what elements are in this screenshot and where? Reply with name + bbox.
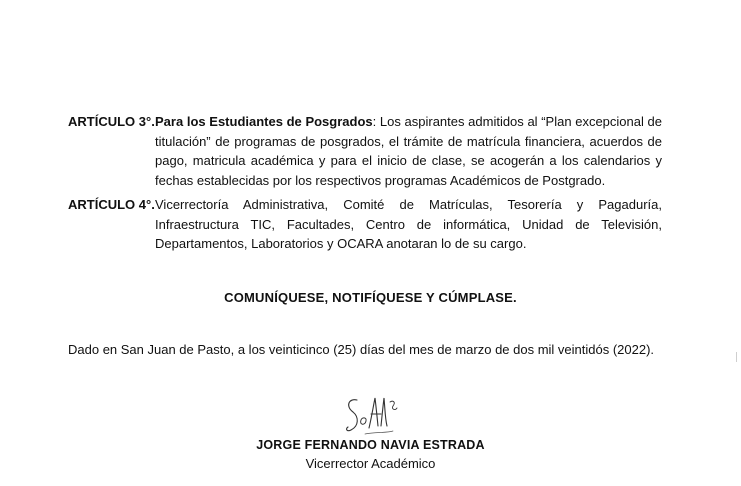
- signer-name: JORGE FERNANDO NAVIA ESTRADA: [256, 438, 485, 452]
- article-3-lead: Para los Estudiantes de Posgrados: [155, 114, 373, 129]
- article-4: [68, 195, 662, 254]
- edge-mark: [736, 352, 737, 362]
- dated-line: Dado en San Juan de Pasto, a los veinticinco (25) días del mes de marzo de dos mil veintidós (2022).: [68, 342, 655, 357]
- article-4-label: ARTÍCULO 4°.: [68, 197, 155, 212]
- signer-title: Vicerrector Académico: [305, 456, 436, 471]
- article-3: [68, 112, 662, 190]
- article-4-body: [155, 195, 662, 254]
- article-3-label: ARTÍCULO 3°.: [68, 114, 155, 129]
- article-3-body: [155, 112, 662, 190]
- article-3-text: : Los aspirantes admitidos al “Plan excepcional de titulación” de programas de posgrados, el trámite de matrícula financiera, acuerdos de pago, matricula académica y para el inicio de clase, se acogerán a los calendarios y fechas establecidas por los respectivos programas Académicos de Postgrado.: [155, 114, 662, 188]
- article-4-text: Vicerrectoría Administrativa, Comité de Matrículas, Tesorería y Pagaduría, Infraestructura TIC, Facultades, Centro de informática, Unidad de Televisión, Departamentos, Laboratorios y OCARA anotaran lo de su cargo.: [155, 197, 662, 251]
- handwritten-signature: [335, 392, 415, 442]
- closing-statement: COMUNÍQUESE, NOTIFÍQUESE Y CÚMPLASE.: [224, 290, 517, 305]
